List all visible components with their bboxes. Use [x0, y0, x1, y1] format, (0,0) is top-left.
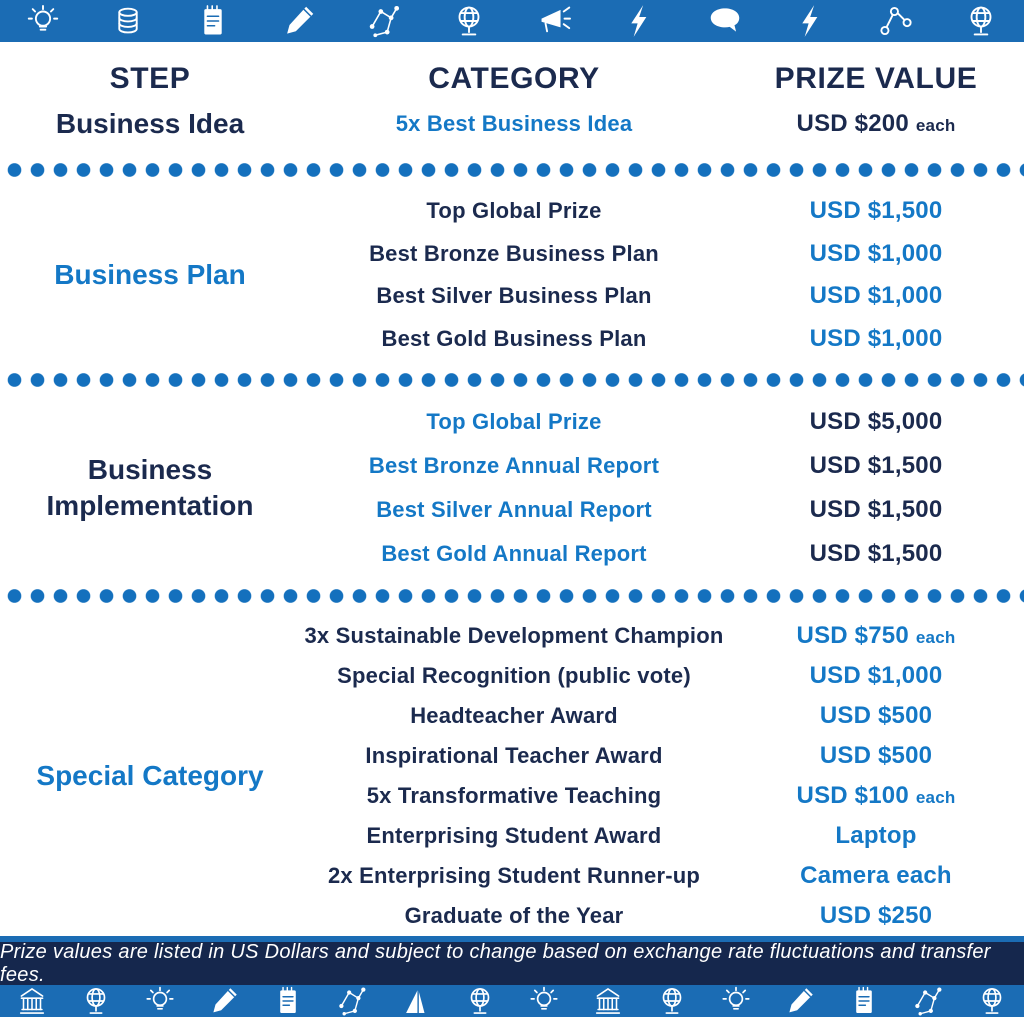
footer-note-bar — [0, 942, 1024, 985]
prize-value-cell — [728, 197, 1024, 225]
column-header-category: CATEGORY — [428, 62, 600, 95]
lightbulb-icon — [143, 985, 177, 1017]
globe-icon — [655, 985, 689, 1017]
prize-value-cell — [728, 496, 1024, 524]
prize-value-cell — [728, 902, 1024, 930]
step-cell: Business Implementation — [46, 453, 254, 521]
dotted-divider — [0, 576, 1024, 616]
prize-value-text: USD $1,500 — [809, 197, 943, 225]
globe-icon — [962, 2, 1000, 40]
prize-value-cell — [728, 110, 1024, 138]
prize-value-text: USD $500 — [819, 742, 933, 769]
prize-value-cell — [728, 622, 1024, 650]
category-cell: Top Global Prize — [426, 409, 602, 434]
category-cell: Best Silver Business Plan — [376, 283, 652, 309]
prize-value-text: USD $100 — [796, 782, 909, 809]
category-cell: 5x Transformative Teaching — [366, 783, 662, 808]
category-column — [300, 98, 728, 150]
prize-value-cell — [728, 782, 1024, 810]
coins-icon — [109, 2, 147, 40]
pencil-icon — [207, 985, 241, 1017]
top-doodle-border — [0, 0, 1024, 42]
network-icon — [365, 2, 403, 40]
tent-icon — [399, 985, 433, 1017]
category-column — [300, 190, 728, 360]
prize-value-text: USD $1,000 — [809, 282, 943, 310]
category-cell: Best Gold Annual Report — [381, 541, 647, 566]
nodes-icon — [877, 2, 915, 40]
category-cell: 3x Sustainable Development Champion — [304, 623, 724, 648]
notebook-icon — [847, 985, 881, 1017]
building-icon — [591, 985, 625, 1017]
category-cell: Best Silver Annual Report — [376, 497, 652, 522]
dotted-divider — [0, 360, 1024, 400]
network-icon — [911, 985, 945, 1017]
lightning-icon — [792, 2, 830, 40]
column-header-prize-value: PRIZE VALUE — [774, 62, 978, 95]
footer-note-text: Prize values are listed in US Dollars and subject to change based on exchange rate fluctuations and transfer fees. — [0, 940, 991, 986]
prize-value-suffix: each — [915, 788, 956, 807]
pencil-icon — [783, 985, 817, 1017]
table-header-row — [0, 60, 1024, 98]
globe-icon — [463, 985, 497, 1017]
network-icon — [335, 985, 369, 1017]
prize-value-text: USD $5,000 — [809, 408, 943, 435]
prize-value-text: USD $1,000 — [809, 239, 943, 267]
category-cell: 5x Best Business Idea — [395, 111, 633, 136]
category-cell: Inspirational Teacher Award — [365, 743, 663, 768]
prize-value-cell — [728, 452, 1024, 480]
prize-value-cell — [728, 325, 1024, 353]
notebook-icon — [271, 985, 305, 1017]
building-icon — [15, 985, 49, 1017]
prize-value-text: USD $750 — [796, 622, 909, 649]
prize-value-suffix: each — [915, 628, 956, 647]
prize-value-column — [728, 400, 1024, 576]
prize-value-text: USD $1,000 — [809, 662, 943, 689]
prize-value-column — [728, 190, 1024, 360]
prize-value-suffix: each — [915, 116, 956, 135]
prize-value-text: USD $200 — [796, 110, 909, 137]
category-cell: Graduate of the Year — [404, 903, 624, 928]
prize-value-cell — [728, 862, 1024, 890]
prize-value-cell — [728, 742, 1024, 770]
prize-value-cell — [728, 822, 1024, 850]
category-cell: Special Recognition (public vote) — [337, 663, 691, 688]
prize-value-text: Camera each — [800, 862, 952, 889]
section-business-implementation — [0, 400, 1024, 576]
category-cell: Best Gold Business Plan — [381, 325, 647, 351]
megaphone-icon — [536, 2, 574, 40]
prize-value-cell — [728, 540, 1024, 568]
prize-value-text: USD $500 — [819, 702, 933, 729]
prize-value-text: USD $250 — [819, 902, 933, 929]
prize-value-text: USD $1,500 — [809, 452, 943, 479]
globe-icon — [975, 985, 1009, 1017]
prize-table-body — [0, 98, 1024, 936]
step-cell: Business Idea — [55, 107, 245, 139]
globe-icon — [79, 985, 113, 1017]
step-cell: Business Plan — [54, 258, 246, 290]
prize-value-cell — [728, 240, 1024, 268]
category-cell: Best Bronze Annual Report — [368, 453, 660, 478]
prize-value-column — [728, 616, 1024, 936]
lightbulb-icon — [719, 985, 753, 1017]
prize-value-column — [728, 98, 1024, 150]
category-cell: Enterprising Student Award — [366, 823, 662, 848]
prize-value-cell — [728, 702, 1024, 730]
section-business-plan — [0, 190, 1024, 360]
globe-icon — [450, 2, 488, 40]
prize-value-text: USD $1,500 — [809, 496, 943, 523]
lightning-icon — [621, 2, 659, 40]
category-cell: 2x Enterprising Student Runner-up — [327, 863, 701, 888]
dotted-divider — [0, 150, 1024, 190]
category-column — [300, 400, 728, 576]
notebook-icon — [194, 2, 232, 40]
category-cell: Top Global Prize — [426, 198, 602, 224]
lightbulb-icon — [24, 2, 62, 40]
section-special-category — [0, 616, 1024, 936]
column-header-step: STEP — [109, 62, 191, 95]
prize-value-cell — [728, 282, 1024, 310]
section-business-idea — [0, 98, 1024, 150]
prize-value-text: Laptop — [835, 822, 917, 849]
step-cell: Special Category — [36, 759, 264, 791]
category-column — [300, 616, 728, 936]
pencil-icon — [280, 2, 318, 40]
prize-value-text: USD $1,000 — [809, 324, 943, 352]
bottom-doodle-border — [0, 985, 1024, 1017]
category-cell: Headteacher Award — [410, 703, 618, 728]
category-cell: Best Bronze Business Plan — [369, 240, 659, 266]
lightbulb-icon — [527, 985, 561, 1017]
speech-bubble-icon — [706, 2, 744, 40]
prize-value-cell — [728, 662, 1024, 690]
prize-value-text: USD $1,500 — [809, 540, 943, 567]
prize-value-cell — [728, 408, 1024, 436]
